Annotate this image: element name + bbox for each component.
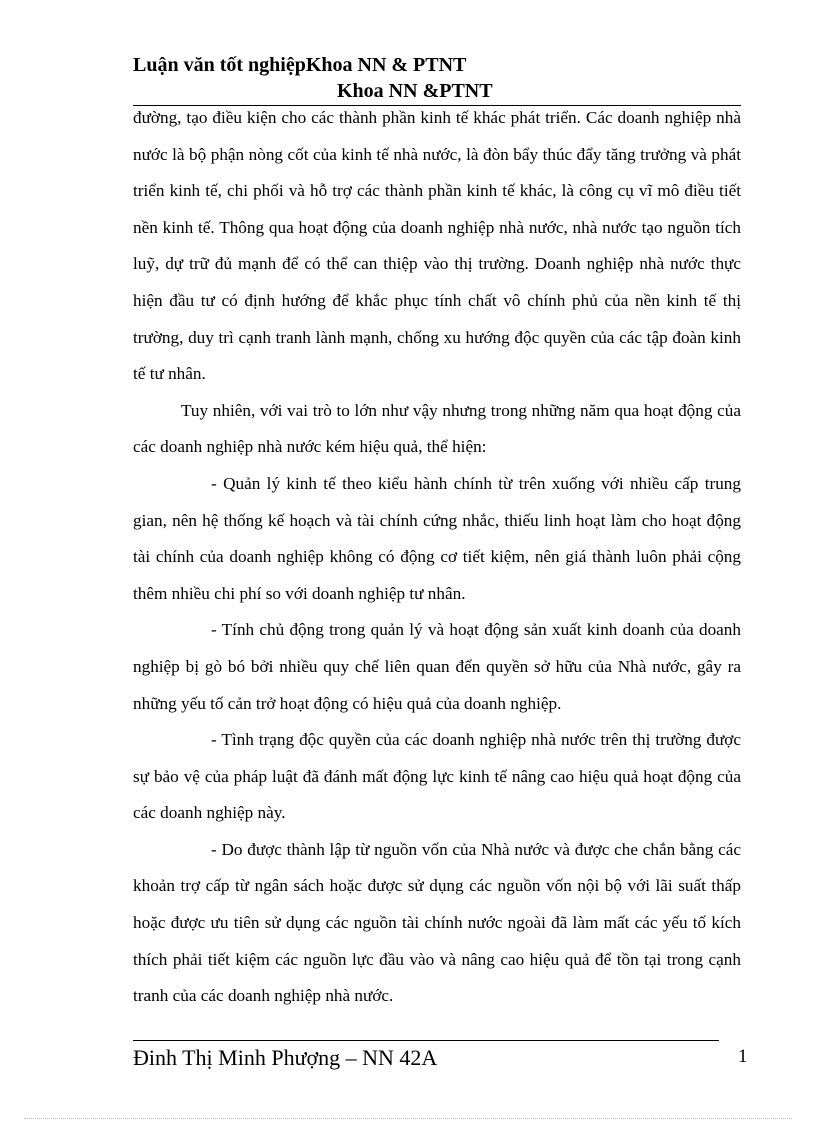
header-department: Khoa NN &PTNT (337, 80, 493, 102)
page-bottom-dotted-line (24, 1118, 792, 1119)
header-title: Luận văn tốt nghiệpKhoa NN & PTNT (133, 54, 467, 76)
page-number: 1 (738, 1046, 748, 1067)
bullet-paragraph: - Quản lý kinh tế theo kiểu hành chính từ trên xuống với nhiều cấp trung gian, nên hệ thống kế hoạch và tài chính cứng nhắc, thiếu linh hoạt làm cho hoạt động tài chính của doanh nghiệp không có động cơ tiết kiệm, nên giá thành luôn phải cộng thêm nhiều chi phí so với doanh nghiệp tư nhân. (133, 473, 741, 603)
document-body (133, 100, 741, 1015)
footer-author: Đinh Thị Minh Phượng – NN 42A (133, 1045, 438, 1070)
bullet-paragraph: - Tính chủ động trong quản lý và hoạt động sản xuất kinh doanh của doanh nghiệp bị gò bó bởi nhiều quy chế liên quan đến quyền sở hữu của Nhà nước, gây ra những yếu tố cản trở hoạt động có hiệu quả của doanh nghiệp. (133, 620, 741, 713)
bullet-paragraph: - Do được thành lập từ nguồn vốn của Nhà nước và được che chắn bằng các khoản trợ cấp từ ngân sách hoặc được sử dụng các nguồn vốn nội bộ với lãi suất thấp hoặc được ưu tiên sử dụng các nguồn tài chính nước ngoài đã làm mất các yếu tố kích thích phải tiết kiệm các nguồn lực đầu vào và nâng cao hiệu quả để tồn tại trong cạnh tranh của các doanh nghiệp nhà nước. (133, 839, 741, 1006)
paragraph-intro: đường, tạo điều kiện cho các thành phần kinh tế khác phát triển. Các doanh nghiệp nhà nước là bộ phận nòng cốt của kinh tế nhà nước, là đòn bẩy thúc đẩy tăng trưởng và phát triển kinh tế, chi phối và hỗ trợ các thành phần kinh tế khác, là công cụ vĩ mô điều tiết nền kinh tế. Thông qua hoạt động của doanh nghiệp nhà nước, nhà nước tạo nguồn tích luỹ, dự trữ đủ mạnh để có thể can thiệp vào thị trường. Doanh nghiệp nhà nước thực hiện đầu tư có định hướng để khắc phục tính chất vô chính phủ của nền kinh tế thị trường, duy trì cạnh tranh lành mạnh, chống xu hướng độc quyền của các tập đoàn kinh tế tư nhân. (133, 108, 741, 384)
bullet-paragraph: - Tình trạng độc quyền của các doanh nghiệp nhà nước trên thị trường được sự bảo vệ của pháp luật đã đánh mất động lực kinh tế nâng cao hiệu quả hoạt động của các doanh nghiệp này. (133, 730, 741, 823)
paragraph-however: Tuy nhiên, với vai trò to lớn như vậy nhưng trong những năm qua hoạt động của các doanh nghiệp nhà nước kém hiệu quả, thể hiện: (133, 400, 741, 457)
